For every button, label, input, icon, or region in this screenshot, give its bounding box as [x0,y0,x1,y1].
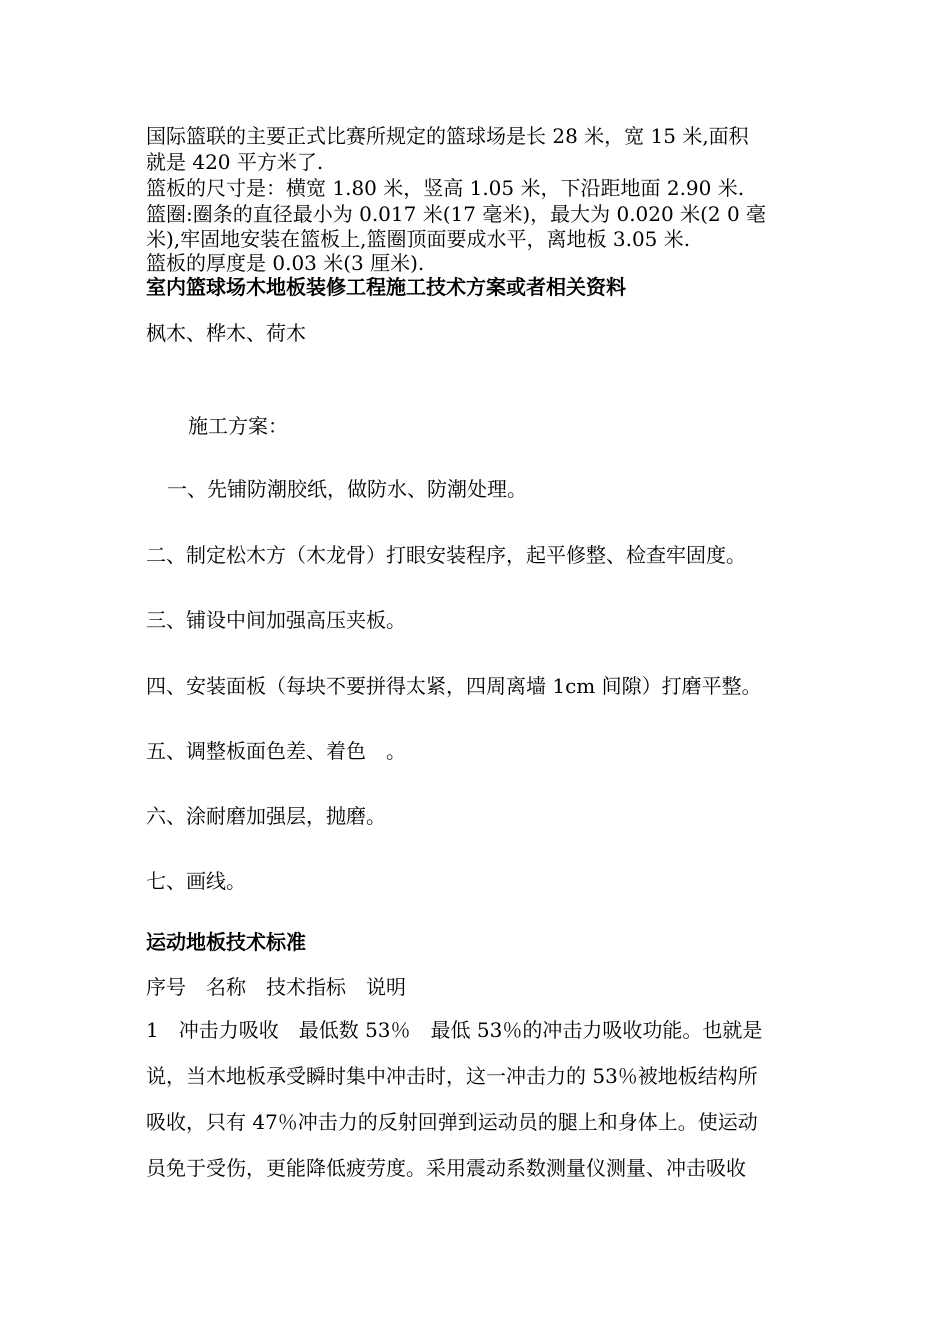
step-5: 五、调整板面色差、着色 。 [146,739,406,763]
table-header: 序号 名称 技术指标 说明 [146,975,406,999]
wood-types: 枫木、桦木、荷木 [146,321,306,345]
heading-construction-plan: 室内篮球场木地板装修工程施工技术方案或者相关资料 [146,275,626,299]
row1-line-2: 说，当木地板承受瞬时集中冲击时，这一冲击力的 53％被地板结构所 [146,1064,758,1088]
intro-line-5: 米),牢固地安装在篮板上,篮圈顶面要成水平，离地板 3.05 米. [146,227,691,251]
step-7: 七、画线。 [146,869,246,893]
row1-line-1: 1 冲击力吸收 最低数 53％ 最低 53％的冲击力吸收功能。也就是 [146,1018,763,1042]
row1-line-3: 吸收，只有 47％冲击力的反射回弹到运动员的腿上和身体上。使运动 [146,1110,758,1134]
step-3: 三、铺设中间加强高压夹板。 [146,608,406,632]
step-2: 二、制定松木方（木龙骨）打眼安装程序，起平修整、检查牢固度。 [146,543,746,567]
plan-title: 施工方案： [188,414,288,438]
row1-line-4: 员免于受伤，更能降低疲劳度。采用震动系数测量仪测量、冲击吸收 [146,1156,746,1180]
intro-line-1: 国际篮联的主要正式比赛所规定的篮球场是长 28 米，宽 15 米,面积 [146,124,749,148]
step-1: 一、先铺防潮胶纸，做防水、防潮处理。 [167,477,527,501]
intro-line-6: 篮板的厚度是 0.03 米(3 厘米). [146,251,425,275]
intro-line-2: 就是 420 平方米了. [146,150,324,174]
step-6: 六、涂耐磨加强层，抛磨。 [146,804,386,828]
intro-line-3: 篮板的尺寸是：横宽 1.80 米，竖高 1.05 米，下沿距地面 2.90 米. [146,176,745,200]
intro-line-4: 篮圈:圈条的直径最小为 0.017 米(17 毫米)，最大为 0.020 米(2 0 毫 [146,202,767,226]
heading-sports-floor-standard: 运动地板技术标准 [146,930,306,954]
step-4: 四、安装面板（每块不要拼得太紧，四周离墙 1cm 间隙）打磨平整。 [146,674,762,698]
